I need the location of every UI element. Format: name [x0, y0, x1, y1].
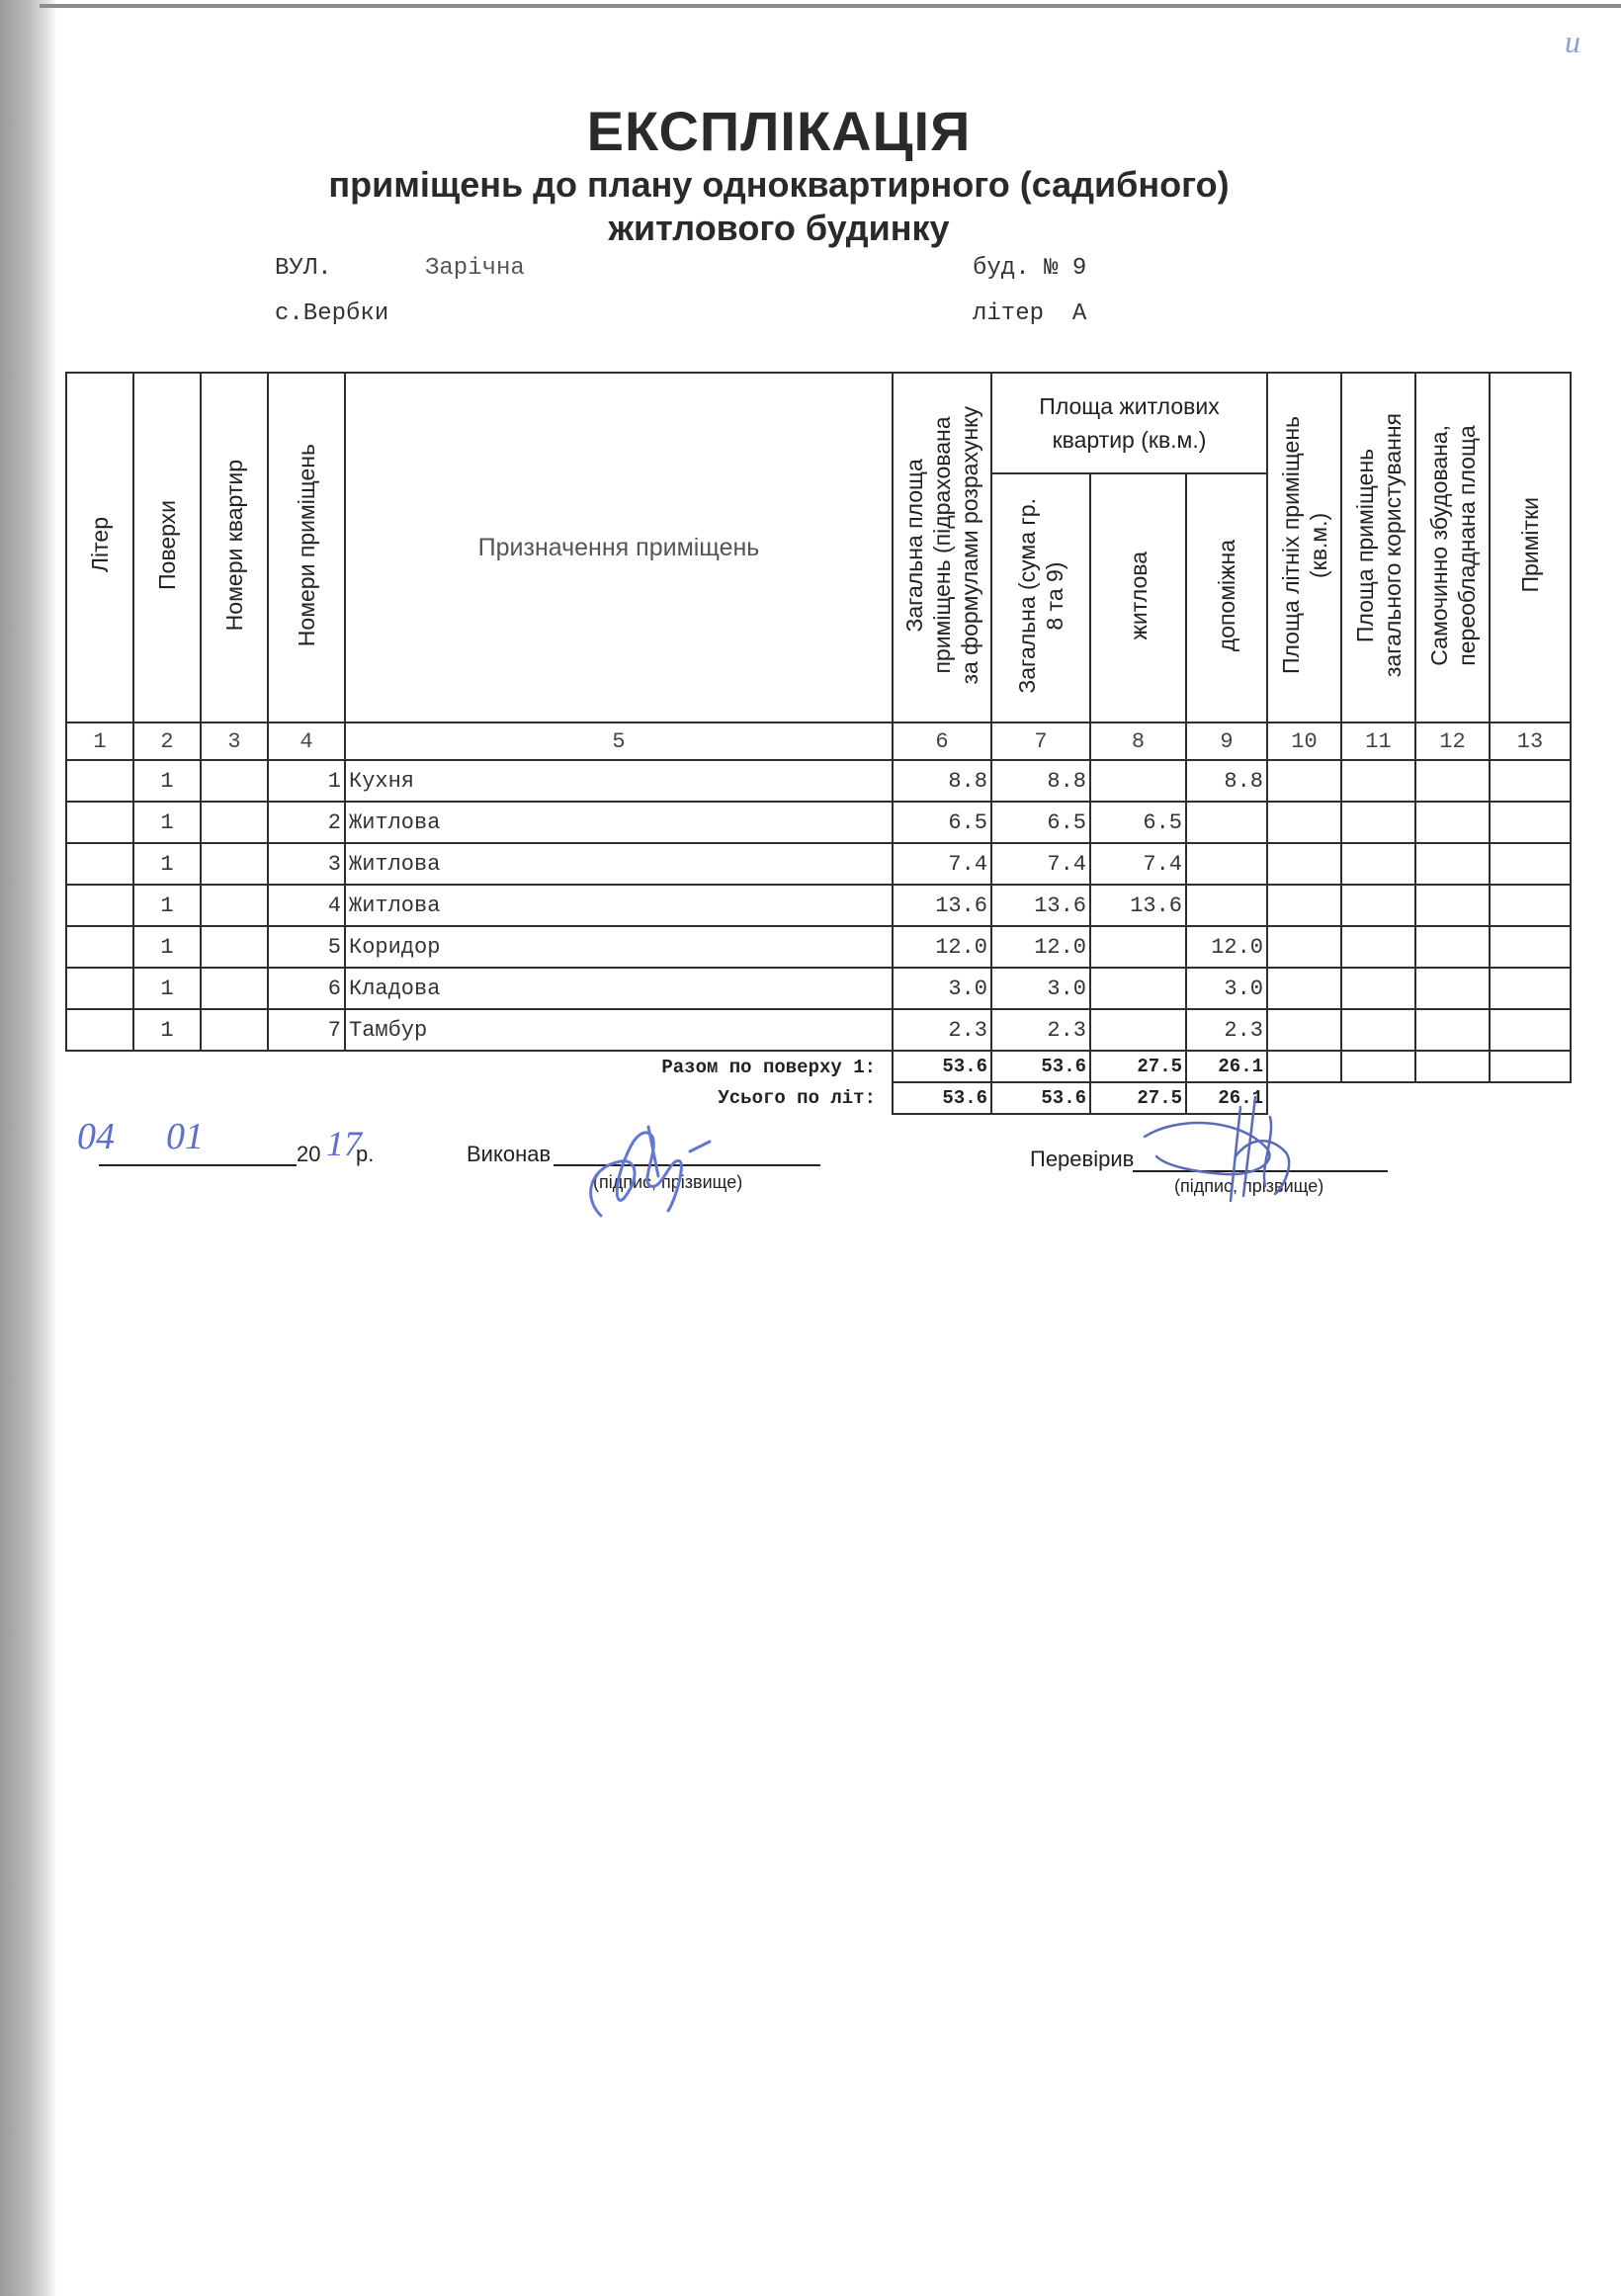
header-living-total: Загальна (сума гр. 8 та 9)	[991, 473, 1090, 723]
cell-total: 12.0	[893, 926, 991, 968]
column-number: 4	[268, 723, 345, 760]
header-liter: Літер	[66, 373, 133, 723]
cell-living-total: 6.5	[991, 802, 1090, 843]
village-name: с.Вербки	[275, 300, 389, 327]
cell-living-total: 7.4	[991, 843, 1090, 885]
year-suffix: 17	[326, 1124, 362, 1163]
table-row	[66, 968, 1571, 1009]
header-summer: Площа літніх приміщень (кв.м.)	[1267, 373, 1341, 723]
column-number: 13	[1490, 723, 1571, 760]
header-self-built: Самочинно збудована, переобладнана площа	[1415, 373, 1490, 723]
cell-living: 13.6	[1090, 885, 1186, 926]
liter-total-aux: 26.1	[1186, 1082, 1267, 1114]
table-row	[66, 843, 1571, 885]
header-living: житлова	[1090, 473, 1186, 723]
year-unit: р.	[356, 1142, 375, 1166]
header-rooms: Номери приміщень	[268, 373, 345, 723]
date-month: 01	[166, 1116, 204, 1157]
cell-floor: 1	[133, 1009, 201, 1051]
cell-room: 4	[268, 885, 345, 926]
cell-total: 7.4	[893, 843, 991, 885]
column-number: 10	[1267, 723, 1341, 760]
cell-purpose: Коридор	[345, 926, 893, 968]
cell-room: 1	[268, 760, 345, 802]
cell-living	[1090, 968, 1186, 1009]
cell-living: 7.4	[1090, 843, 1186, 885]
cell-living	[1090, 926, 1186, 968]
building-number: буд. № 9	[973, 255, 1087, 282]
header-notes: Примітки	[1490, 373, 1571, 723]
table-row	[66, 885, 1571, 926]
cell-purpose: Тамбур	[345, 1009, 893, 1051]
cell-total: 2.3	[893, 1009, 991, 1051]
table-row	[66, 926, 1571, 968]
cell-living-total: 13.6	[991, 885, 1090, 926]
liter-total-area: 53.6	[893, 1082, 991, 1114]
cell-living	[1090, 1009, 1186, 1051]
date-day: 04	[77, 1116, 115, 1157]
cell-room: 3	[268, 843, 345, 885]
liter-letter: літер А	[973, 300, 1087, 327]
performer-label: Виконав	[467, 1142, 552, 1166]
column-number: 11	[1341, 723, 1415, 760]
cell-living-total: 2.3	[991, 1009, 1090, 1051]
cell-total: 13.6	[893, 885, 991, 926]
column-number: 12	[1415, 723, 1490, 760]
header-common: Площа приміщень загального користування	[1341, 373, 1415, 723]
cell-living: 6.5	[1090, 802, 1186, 843]
cell-floor: 1	[133, 760, 201, 802]
cell-aux	[1186, 885, 1267, 926]
liter-total-label: Усього по літ:	[66, 1082, 893, 1114]
header-floors: Поверхи	[133, 373, 201, 723]
street-name: Зарічна	[425, 255, 525, 282]
document-subtitle-line1: приміщень до плану одноквартирного (садибного)	[328, 164, 1230, 205]
cell-aux: 3.0	[1186, 968, 1267, 1009]
cell-living-total: 3.0	[991, 968, 1090, 1009]
cell-floor: 1	[133, 926, 201, 968]
cell-purpose: Житлова	[345, 843, 893, 885]
cell-purpose: Кухня	[345, 760, 893, 802]
header-total-area: Загальна площа приміщень (підрахована за формулами розрахунку	[893, 373, 991, 723]
cell-living-total: 8.8	[991, 760, 1090, 802]
column-number: 7	[991, 723, 1090, 760]
cell-room: 5	[268, 926, 345, 968]
liter-total-living: 27.5	[1090, 1082, 1186, 1114]
cell-purpose: Кладова	[345, 968, 893, 1009]
cell-total: 6.5	[893, 802, 991, 843]
floor-total-row	[66, 1051, 1571, 1082]
cell-floor: 1	[133, 843, 201, 885]
column-number: 5	[345, 723, 893, 760]
cell-room: 6	[268, 968, 345, 1009]
checker-label: Перевірив	[1030, 1147, 1135, 1171]
floor-total-living-total: 53.6	[991, 1051, 1090, 1082]
checker-signature	[1137, 1077, 1334, 1226]
cell-living-total: 12.0	[991, 926, 1090, 968]
table-row	[66, 760, 1571, 802]
cell-total: 8.8	[893, 760, 991, 802]
date-underline	[99, 1164, 297, 1166]
cell-aux	[1186, 802, 1267, 843]
scan-shadow	[0, 0, 57, 2296]
header-apartments: Номери квартир	[201, 373, 268, 723]
cell-purpose: Житлова	[345, 885, 893, 926]
table-row	[66, 1009, 1571, 1051]
header-purpose: Призначення приміщень	[345, 373, 893, 723]
cell-room: 2	[268, 802, 345, 843]
column-number: 3	[201, 723, 268, 760]
floor-total-aux: 26.1	[1186, 1051, 1267, 1082]
year-prefix: 20	[297, 1142, 321, 1166]
cell-living	[1090, 760, 1186, 802]
floor-total-area: 53.6	[893, 1051, 991, 1082]
column-number: 1	[66, 723, 133, 760]
performer-caption: (підпис, прізвище)	[593, 1172, 743, 1192]
cell-floor: 1	[133, 802, 201, 843]
cell-floor: 1	[133, 885, 201, 926]
cell-total: 3.0	[893, 968, 991, 1009]
cell-purpose: Житлова	[345, 802, 893, 843]
cell-floor: 1	[133, 968, 201, 1009]
corner-mark: и	[1565, 24, 1580, 59]
document-title: ЕКСПЛІКАЦІЯ	[586, 100, 972, 162]
floor-total-living: 27.5	[1090, 1051, 1186, 1082]
column-number: 8	[1090, 723, 1186, 760]
checker-caption: (підпис, прізвище)	[1174, 1176, 1324, 1196]
cell-aux: 12.0	[1186, 926, 1267, 968]
column-number: 2	[133, 723, 201, 760]
scan-edge	[40, 4, 1621, 8]
street-label: ВУЛ.	[275, 255, 332, 282]
column-number: 6	[893, 723, 991, 760]
cell-aux	[1186, 843, 1267, 885]
cell-aux: 2.3	[1186, 1009, 1267, 1051]
header-auxiliary: допоміжна	[1186, 473, 1267, 723]
column-number-row	[66, 723, 1571, 760]
cell-room: 7	[268, 1009, 345, 1051]
cell-aux: 8.8	[1186, 760, 1267, 802]
explication-table	[65, 372, 1572, 1115]
document-subtitle-line2: житлового будинку	[608, 208, 950, 248]
table-row	[66, 802, 1571, 843]
liter-total-living-total: 53.6	[991, 1082, 1090, 1114]
performer-signature	[542, 1107, 749, 1235]
liter-total-row	[66, 1082, 1571, 1114]
header-living-group: Площа житлових квартир (кв.м.)	[991, 373, 1267, 473]
column-number: 9	[1186, 723, 1267, 760]
floor-total-label: Разом по поверху 1:	[66, 1051, 893, 1082]
